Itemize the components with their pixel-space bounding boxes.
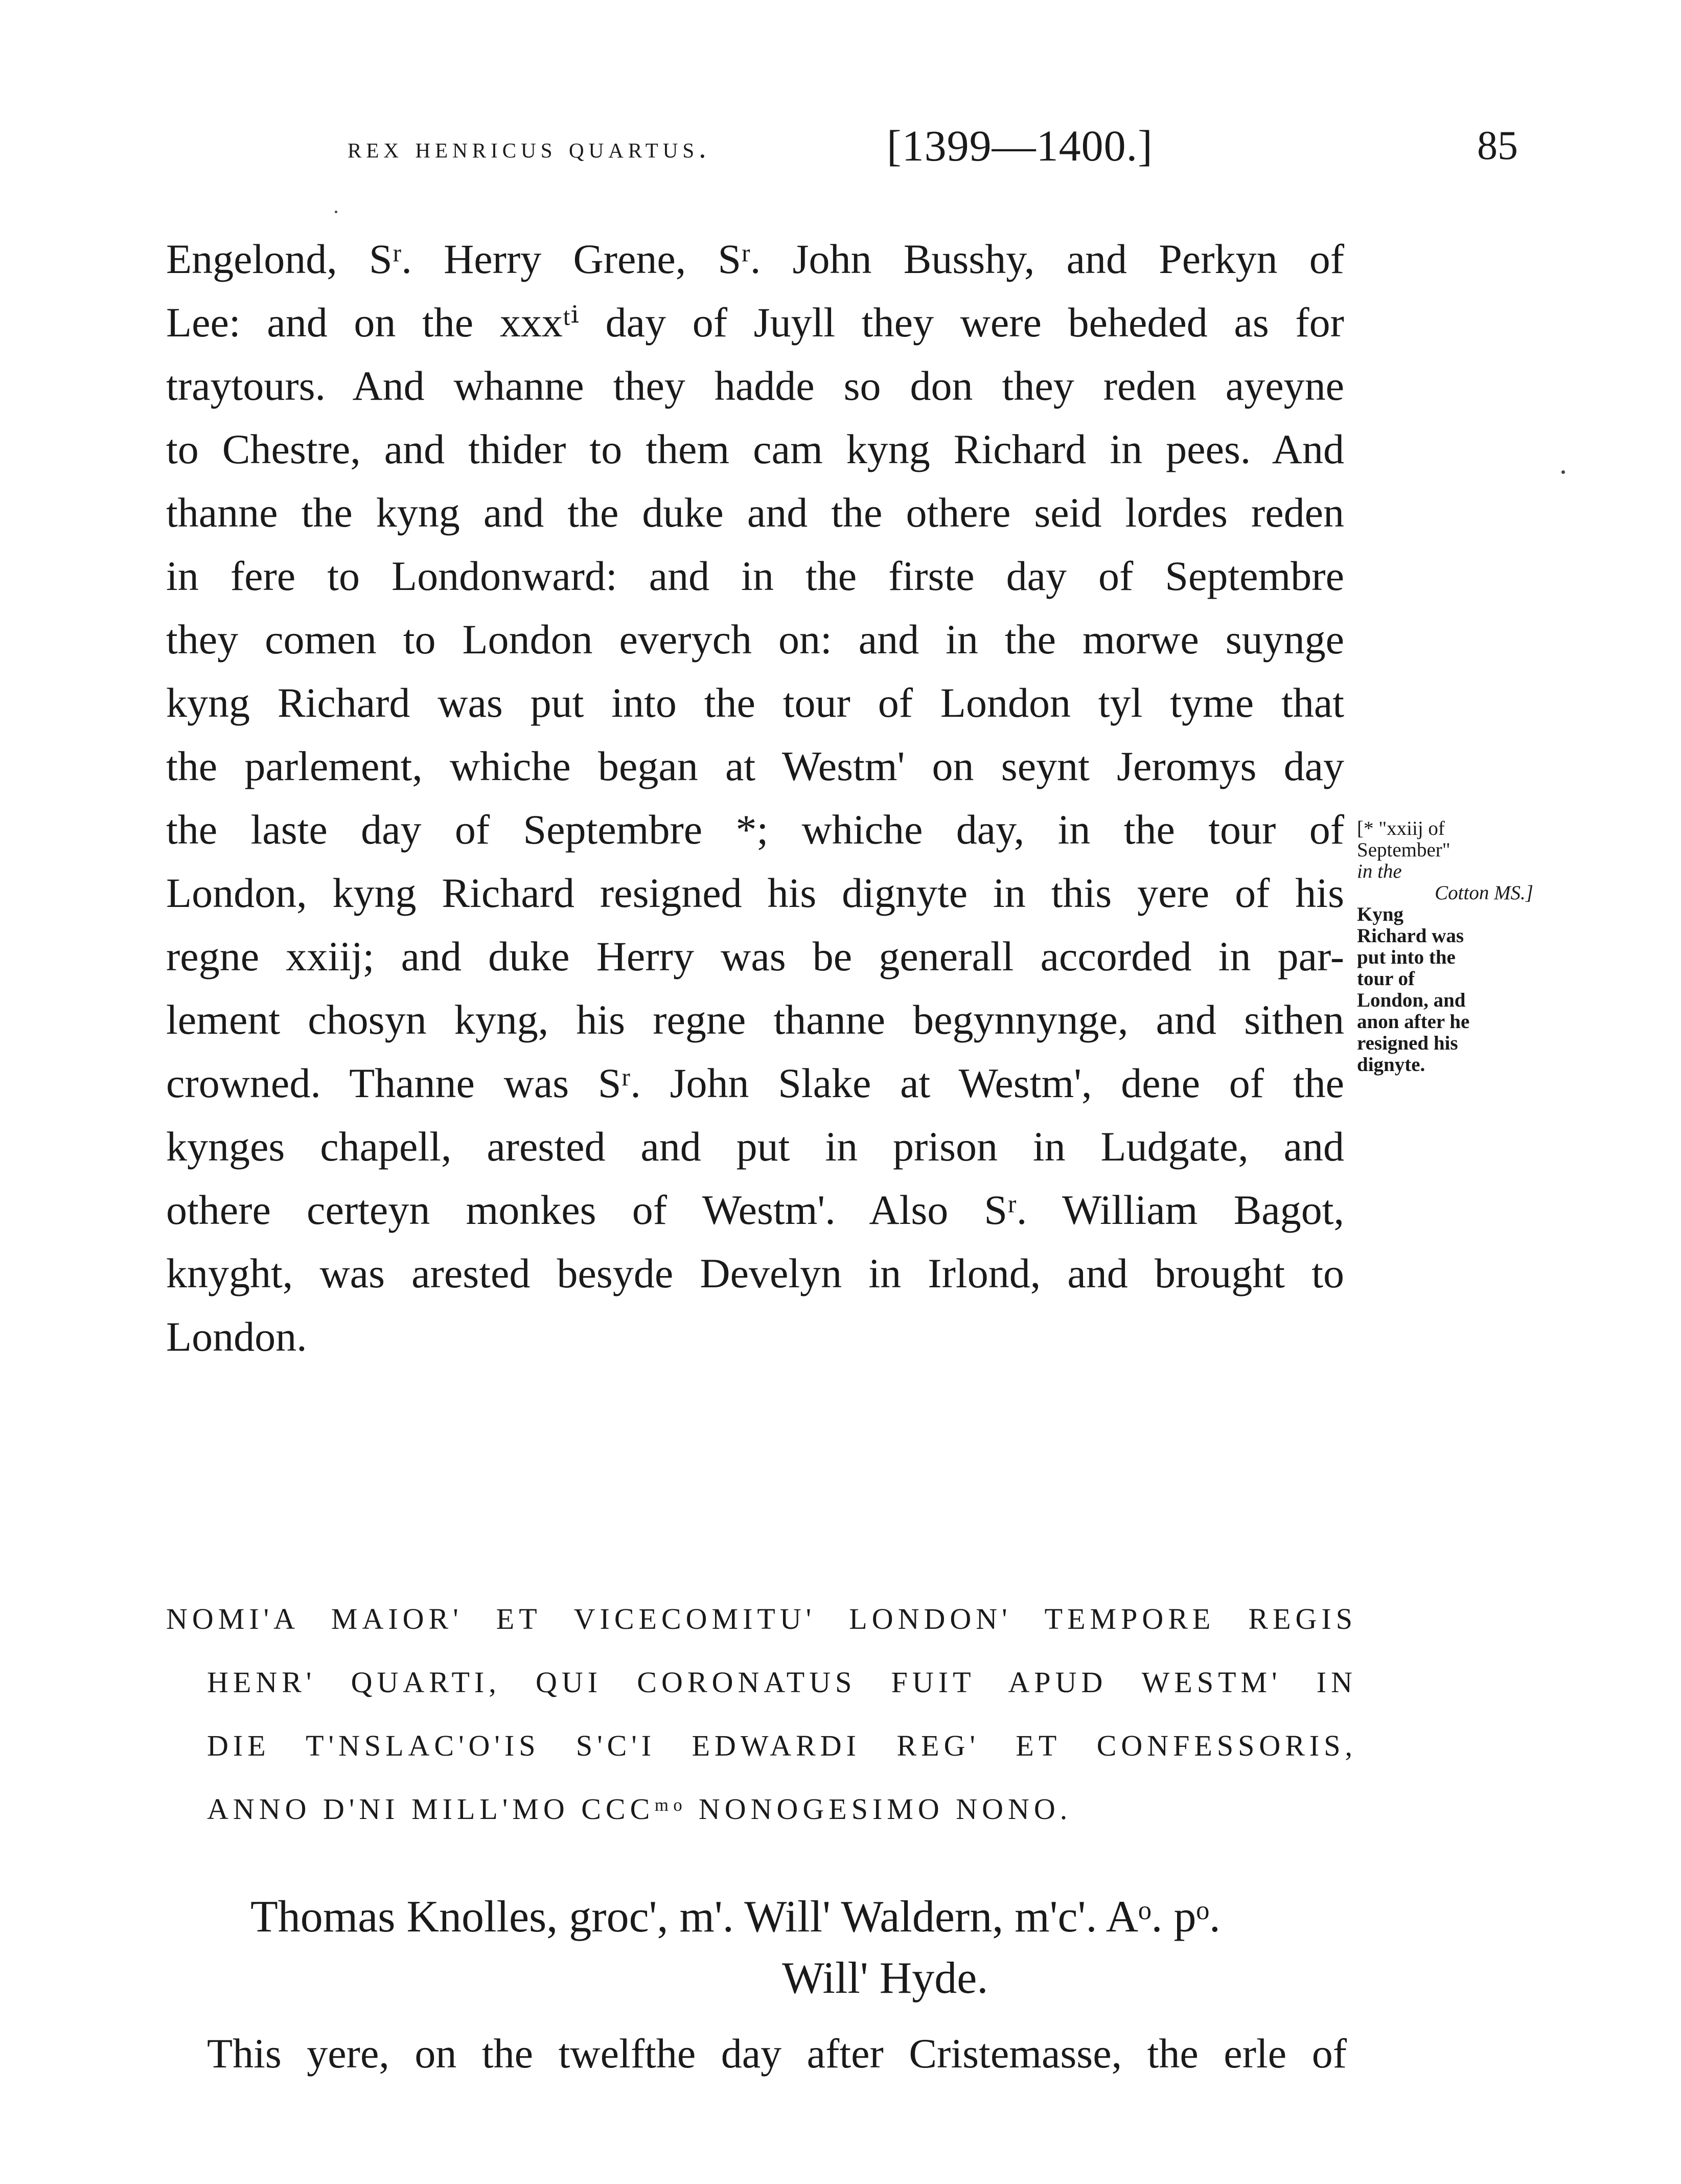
header-years: [1399—1400.] (887, 121, 1153, 170)
note-line: Richard was (1357, 925, 1464, 947)
text-line: the laste day of Septembre *; whiche day, in the tour of (166, 806, 1344, 853)
note-line: [* "xxiij of (1357, 817, 1445, 839)
text-line: in fere to Londonward: and in the firste day of Septembre (166, 553, 1344, 599)
paper-speck (335, 211, 337, 213)
note-line: in the (1357, 860, 1402, 882)
heading-line: NOMI'A MAIOR' ET VICECOMITU' LONDON' TEMPORE REGIS (166, 1602, 1357, 1635)
running-header (0, 120, 1681, 176)
note-line: Kyng (1357, 903, 1404, 925)
text-line: the parlement, whiche began at Westm' on seynt Jeromys day (166, 743, 1344, 789)
officers-list (250, 1886, 1365, 2009)
running-title: rex henricus quartus. (348, 131, 711, 164)
note-line: dignyte. (1357, 1054, 1425, 1076)
text-line: kyng Richard was put into the tour of London tyl tyme that (166, 679, 1344, 726)
text-line: Engelond, Sʳ. Herry Grene, Sʳ. John Busshy, and Perkyn of (166, 236, 1344, 282)
text-line: Lee: and on the xxxᵗⁱ day of Juyll they were beheded as for (166, 299, 1344, 346)
note-line: anon after he (1357, 1011, 1470, 1033)
note-line: tour of (1357, 968, 1415, 990)
heading-line: ANNO D'NI MILL'MO CCCᵐᵒ NONOGESIMO NONO. (207, 1792, 1072, 1826)
main-paragraph (166, 228, 1344, 1369)
officers-row: Thomas Knolles, groc', m'. Will' Waldern, m'c'. Aᵒ. pᵒ. (250, 1892, 1221, 1942)
text-line: London, kyng Richard resigned his dignyte in this yere of his (166, 870, 1344, 916)
officers-row: Will' Hyde. (782, 1953, 988, 2003)
text-line: to Chestre, and thider to them cam kyng Richard in pees. And (166, 426, 1344, 472)
margin-notes (1357, 818, 1533, 1076)
text-line: lement chosyn kyng, his regne thanne begynnynge, and sithen (166, 996, 1344, 1043)
page-number: 85 (1477, 123, 1518, 168)
text-line: traytours. And whanne they hadde so don they reden ayeyne (166, 362, 1344, 409)
text-line: crowned. Thanne was Sʳ. John Slake at Westm', dene of the (166, 1060, 1344, 1106)
paper-speck (1561, 470, 1565, 474)
note-line: resigned his (1357, 1032, 1458, 1054)
note-line: Cotton MS.] (1435, 882, 1533, 904)
summary-note (1357, 904, 1533, 1076)
heading-line: HENR' QUARTI, QUI CORONATUS FUIT APUD WESTM' IN (207, 1666, 1357, 1699)
text-line: London. (166, 1313, 307, 1360)
note-line: London, and (1357, 989, 1466, 1011)
footnote-note (1357, 818, 1533, 861)
text-line: knyght, was arested besyde Develyn in Irlond, and brought to (166, 1250, 1344, 1296)
text-line: othere certeyn monkes of Westm'. Also Sʳ. William Bagot, (166, 1187, 1344, 1233)
footnote-source (1357, 861, 1533, 904)
text-line: thanne the kyng and the duke and the othere seid lordes reden (166, 489, 1344, 536)
note-line: put into the (1357, 946, 1456, 968)
closing-line: This yere, on the twelfthe day after Cristemasse, the erle of (207, 2030, 1347, 2077)
section-heading (166, 1587, 1357, 1841)
text-line: they comen to London everych on: and in the morwe suynge (166, 616, 1344, 663)
heading-line: DIE T'NSLAC'O'IS S'C'I EDWARDI REG' ET CONFESSORIS, (207, 1729, 1357, 1762)
note-line: September" (1357, 839, 1450, 861)
text-line: kynges chapell, arested and put in prison in Ludgate, and (166, 1123, 1344, 1170)
text-line: regne xxiij; and duke Herry was be generall accorded in par- (166, 933, 1344, 980)
